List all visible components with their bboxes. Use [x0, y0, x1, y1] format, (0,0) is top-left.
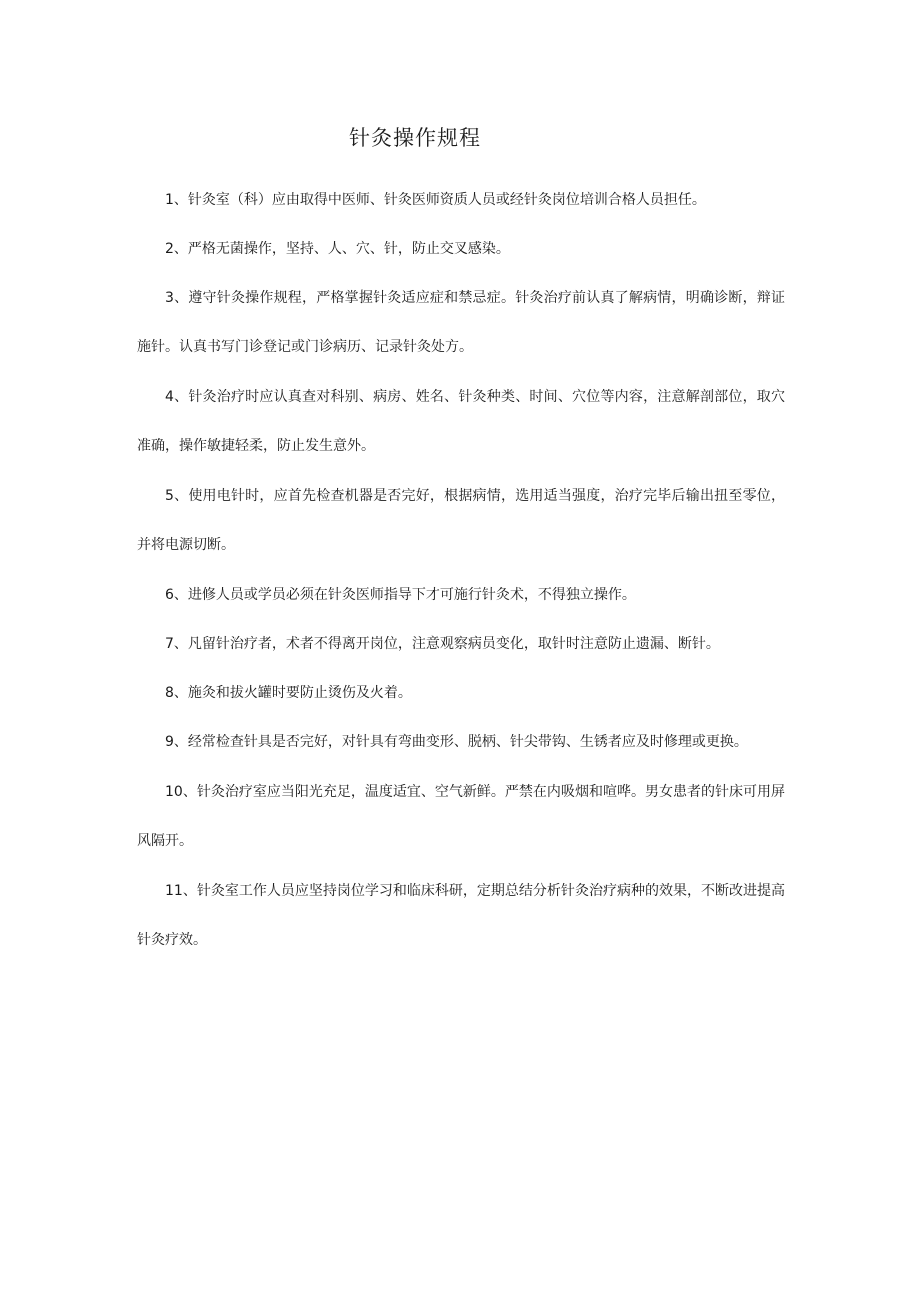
rule-item-9: 9、经常检查针具是否完好，对针具有弯曲变形、脱柄、针尖带钩、生锈者应及时修理或更换。: [165, 734, 748, 750]
document-title: 针灸操作规程: [349, 126, 481, 150]
rule-item-2: 2、严格无菌操作，坚持、人、穴、针，防止交叉感染。: [165, 241, 510, 257]
rules-list: [137, 184, 785, 974]
rule-item-5: 5、使用电针时，应首先检查机器是否完好，根据病情，选用适当强度，治疗完毕后输出扭至零位，并将电源切断。: [137, 488, 785, 553]
rule-item-6: 6、进修人员或学员必须在针灸医师指导下才可施行针灸术，不得独立操作。: [165, 587, 636, 603]
rule-item-3: 3、遵守针灸操作规程，严格掌握针灸适应症和禁忌症。针灸治疗前认真了解病情，明确诊断，辩证施针。认真书写门诊登记或门诊病历、记录针灸处方。: [137, 290, 785, 355]
rule-item-4: 4、针灸治疗时应认真查对科别、病房、姓名、针灸种类、时间、穴位等内容，注意解剖部位，取穴准确，操作敏捷轻柔，防止发生意外。: [137, 389, 785, 454]
rule-item-7: 7、凡留针治疗者，术者不得离开岗位，注意观察病员变化，取针时注意防止遗漏、断针。: [165, 636, 720, 652]
rule-item-10: 10、针灸治疗室应当阳光充足，温度适宜、空气新鲜。严禁在内吸烟和喧哗。男女患者的针床可用屏风隔开。: [137, 784, 785, 849]
rule-item-8: 8、施灸和拔火罐时要防止烫伤及火着。: [165, 685, 412, 701]
rule-item-11: 11、针灸室工作人员应坚持岗位学习和临床科研，定期总结分析针灸治疗病种的效果，不断改进提高针灸疗效。: [137, 883, 785, 948]
rule-item-1: 1、针灸室（科）应由取得中医师、针灸医师资质人员或经针灸岗位培训合格人员担任。: [165, 192, 706, 208]
